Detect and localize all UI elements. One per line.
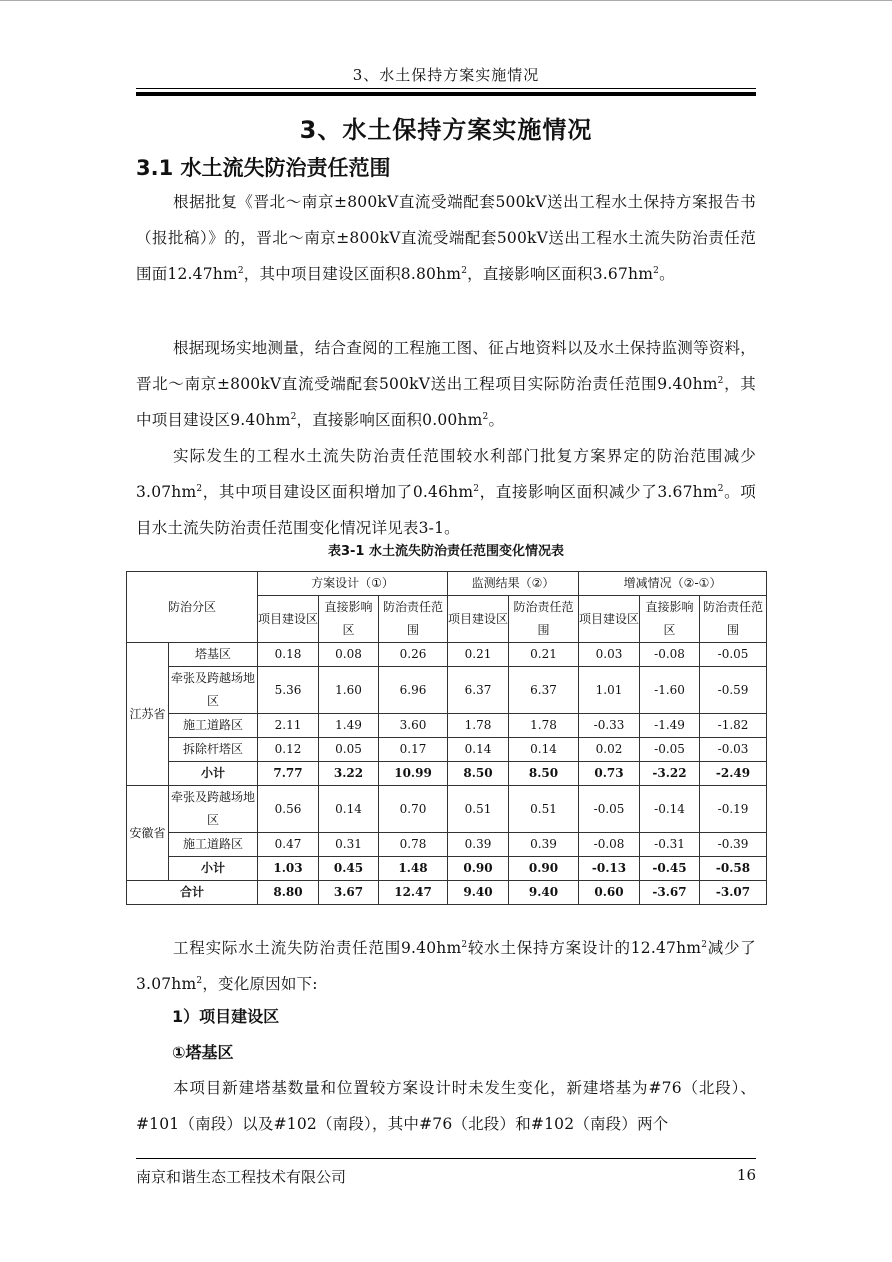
paragraph-tower-base: 本项目新建塔基数量和位置较方案设计时未发生变化，新建塔基为#76（北段）、#101（南段）以及#102（南段），其中#76（北段）和#102（南段）两个 (136, 1079, 756, 1133)
value-cell: 0.90 (448, 857, 509, 881)
value-cell: 0.02 (579, 738, 640, 762)
subheader-build-area: 项目建设区 (579, 596, 640, 643)
value-cell: 0.51 (509, 786, 579, 833)
province-anhui: 安徽省 (127, 786, 169, 881)
value-cell: -1.49 (640, 714, 700, 738)
subheading-tower-base: ①塔基区 (172, 1043, 234, 1062)
zone-cell: 塔基区 (169, 643, 258, 667)
value-cell: 0.26 (379, 643, 448, 667)
value-cell: 0.45 (319, 857, 379, 881)
value-cell: -3.67 (640, 881, 700, 905)
paragraph-approved-range: 根据批复《晋北～南京±800kV直流受端配套500kV送出工程水土保持方案报告书（报批稿）》的，晋北～南京±800kV直流受端配套500kV送出工程水土流失防治责任范围面$12.47hm^2$，其中项目建设区面积$8.80hm^2$，直接影响区面积$3.67hm^2$。 (136, 193, 756, 283)
zone-cell: 牵张及跨越场地区 (169, 667, 258, 714)
value-cell: -0.45 (640, 857, 700, 881)
value-cell: 0.70 (379, 786, 448, 833)
subheader-direct-area: 直接影响区 (640, 596, 700, 643)
value-cell: -0.19 (700, 786, 767, 833)
zone-cell: 小计 (169, 857, 258, 881)
table-row-total (127, 881, 767, 905)
value-cell: 0.90 (509, 857, 579, 881)
value-cell: -0.59 (700, 667, 767, 714)
value-cell: 0.12 (258, 738, 319, 762)
zone-cell: 施工道路区 (169, 714, 258, 738)
value-cell: 6.37 (448, 667, 509, 714)
value-cell: 9.40 (448, 881, 509, 905)
table-row (127, 833, 767, 857)
table-row (127, 667, 767, 714)
value-cell: 8.50 (509, 762, 579, 786)
value-cell: -3.07 (700, 881, 767, 905)
subheader-build-area: 项目建设区 (448, 596, 509, 643)
value-cell: -0.58 (700, 857, 767, 881)
value-cell: 8.80 (258, 881, 319, 905)
value-cell: 0.14 (448, 738, 509, 762)
running-header: 3、水土保持方案实施情况 (352, 66, 540, 84)
page-number: 16 (736, 1166, 756, 1184)
value-cell: 2.11 (258, 714, 319, 738)
value-cell: 0.47 (258, 833, 319, 857)
value-cell: 0.14 (319, 786, 379, 833)
value-cell: 12.47 (379, 881, 448, 905)
header-monitor-result: 监测结果（②） (448, 572, 579, 596)
value-cell: -2.49 (700, 762, 767, 786)
table-row-subtotal (127, 762, 767, 786)
value-cell: -1.82 (700, 714, 767, 738)
zone-cell: 牵张及跨越场地区 (169, 786, 258, 833)
value-cell: -0.39 (700, 833, 767, 857)
value-cell: 0.73 (579, 762, 640, 786)
footer-company: 南京和谐生态工程技术有限公司 (136, 1168, 347, 1186)
value-cell: 1.78 (509, 714, 579, 738)
subheader-resp-range: 防治责任范围 (700, 596, 767, 643)
section-title: 3.1 水土流失防治责任范围 (136, 156, 391, 180)
value-cell: 0.21 (448, 643, 509, 667)
chapter-title: 3、水土保持方案实施情况 (299, 116, 593, 144)
header-change: 增减情况（②-①） (579, 572, 767, 596)
value-cell: -0.14 (640, 786, 700, 833)
table-row (127, 738, 767, 762)
value-cell: 7.77 (258, 762, 319, 786)
header-rule-thin (136, 88, 756, 89)
value-cell: 0.08 (319, 643, 379, 667)
zone-cell: 施工道路区 (169, 833, 258, 857)
table-row-subtotal (127, 857, 767, 881)
value-cell: -1.60 (640, 667, 700, 714)
page-top-border (0, 0, 892, 1)
value-cell: 5.36 (258, 667, 319, 714)
value-cell: 3.60 (379, 714, 448, 738)
value-cell: -3.22 (640, 762, 700, 786)
table-row (127, 786, 767, 833)
value-cell: 0.05 (319, 738, 379, 762)
table-caption: 表3-1 水土流失防治责任范围变化情况表 (327, 544, 564, 559)
header-plan-design: 方案设计（①） (258, 572, 448, 596)
value-cell: -0.08 (640, 643, 700, 667)
value-cell: -0.33 (579, 714, 640, 738)
value-cell: 6.96 (379, 667, 448, 714)
subheader-resp-range: 防治责任范围 (379, 596, 448, 643)
responsibility-range-table (126, 571, 767, 905)
value-cell: -0.05 (640, 738, 700, 762)
value-cell: 0.14 (509, 738, 579, 762)
value-cell: 0.03 (579, 643, 640, 667)
paragraph-change-summary: 工程实际水土流失防治责任范围$9.40hm^2$较水土保持方案设计的$12.47hm^2$减少了$3.07hm^2$，变化原因如下: (136, 939, 756, 993)
subheader-build-area: 项目建设区 (258, 596, 319, 643)
footer-rule (136, 1158, 756, 1159)
value-cell: -0.05 (579, 786, 640, 833)
value-cell: 0.17 (379, 738, 448, 762)
total-label: 合计 (127, 881, 258, 905)
value-cell: -0.31 (640, 833, 700, 857)
table-row (127, 714, 767, 738)
subheader-resp-range: 防治责任范围 (509, 596, 579, 643)
value-cell: 1.78 (448, 714, 509, 738)
subheader-direct-area: 直接影响区 (319, 596, 379, 643)
zone-cell: 拆除杆塔区 (169, 738, 258, 762)
value-cell: 0.31 (319, 833, 379, 857)
value-cell: -0.13 (579, 857, 640, 881)
subheading-build-area: 1）项目建设区 (172, 1007, 280, 1026)
value-cell: 0.18 (258, 643, 319, 667)
value-cell: 0.39 (448, 833, 509, 857)
value-cell: 1.60 (319, 667, 379, 714)
paragraph-range-change: 实际发生的工程水土流失防治责任范围较水利部门批复方案界定的防治范围减少$3.07hm^2$，其中项目建设区面积增加了$0.46hm^2$，直接影响区面积减少了$3.67hm^2$。项目水土流失防治责任范围变化情况详见表3-1。 (136, 447, 757, 537)
value-cell: -0.03 (700, 738, 767, 762)
header-zone: 防治分区 (127, 572, 258, 643)
header-rule-thick (136, 92, 756, 96)
value-cell: 0.60 (579, 881, 640, 905)
value-cell: 3.67 (319, 881, 379, 905)
value-cell: 0.21 (509, 643, 579, 667)
value-cell: 1.48 (379, 857, 448, 881)
zone-cell: 小计 (169, 762, 258, 786)
value-cell: 9.40 (509, 881, 579, 905)
value-cell: 6.37 (509, 667, 579, 714)
value-cell: 0.39 (509, 833, 579, 857)
value-cell: 3.22 (319, 762, 379, 786)
table-row (127, 643, 767, 667)
value-cell: 1.03 (258, 857, 319, 881)
value-cell: 0.78 (379, 833, 448, 857)
value-cell: 0.56 (258, 786, 319, 833)
value-cell: 1.49 (319, 714, 379, 738)
province-jiangsu: 江苏省 (127, 643, 169, 786)
value-cell: 10.99 (379, 762, 448, 786)
paragraph-actual-range: 根据现场实地测量，结合查阅的工程施工图、征占地资料以及水土保持监测等资料，晋北～南京±800kV直流受端配套500kV送出工程项目实际防治责任范围$9.40hm^2$，其中项目建设区$9.40hm^2$，直接影响区面积$0.00hm^2$。 (136, 339, 756, 429)
value-cell: -0.05 (700, 643, 767, 667)
value-cell: 0.51 (448, 786, 509, 833)
value-cell: 8.50 (448, 762, 509, 786)
value-cell: 1.01 (579, 667, 640, 714)
value-cell: -0.08 (579, 833, 640, 857)
